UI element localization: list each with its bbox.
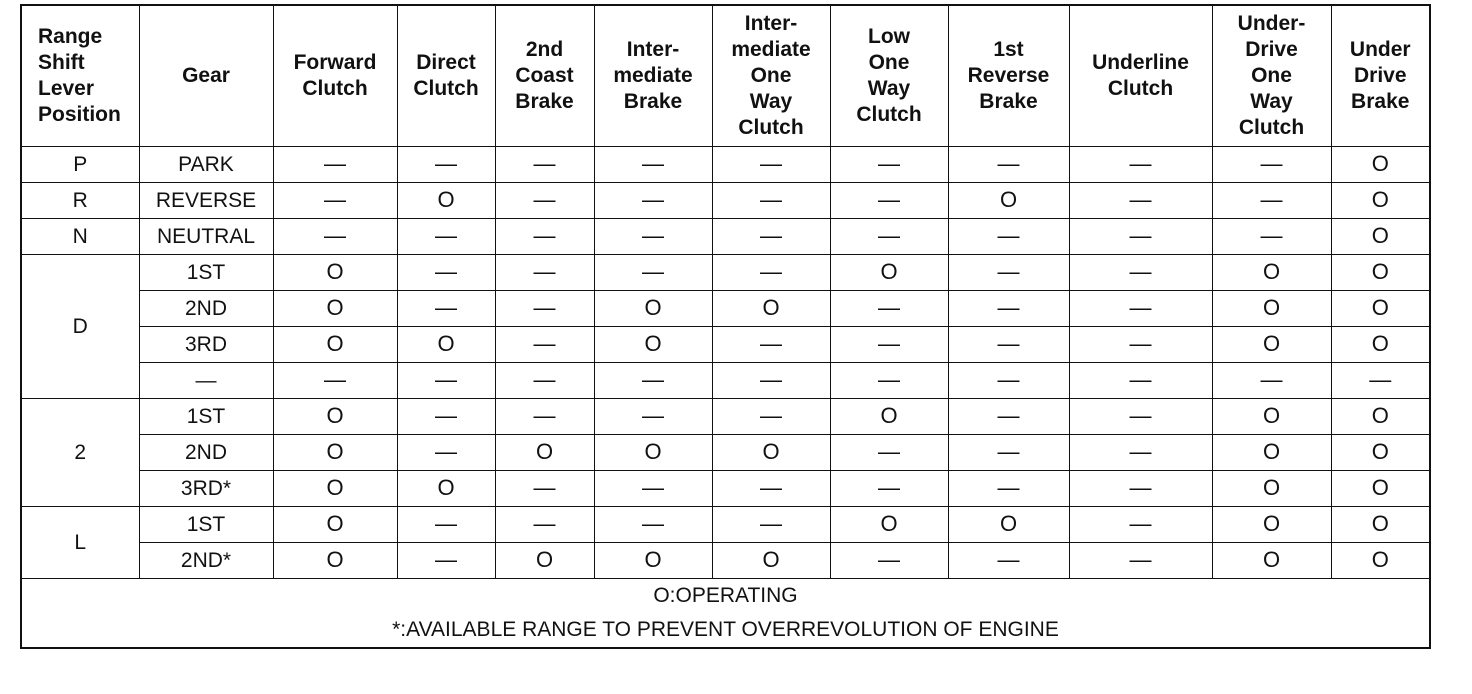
header-lever-position: Range Shift Lever Position <box>21 5 139 147</box>
element-status-cell <box>1069 255 1212 291</box>
operating-mark: O <box>1371 546 1389 572</box>
element-status-cell <box>830 363 948 399</box>
element-status-cell <box>273 399 397 435</box>
table-row <box>21 399 1430 435</box>
operating-mark: O <box>1371 438 1389 464</box>
header-intermediate-one-way-clutch: Inter- mediate One Way Clutch <box>712 5 830 147</box>
element-status-cell <box>830 507 948 543</box>
element-status-cell <box>594 471 712 507</box>
element-status-cell <box>1212 471 1331 507</box>
table-row <box>21 255 1430 291</box>
operating-mark: O <box>1262 258 1281 284</box>
element-status-cell <box>712 219 830 255</box>
not-operating-mark: — <box>642 150 664 176</box>
element-status-cell <box>273 255 397 291</box>
not-operating-mark: — <box>1260 186 1283 212</box>
operating-mark: O <box>437 330 455 356</box>
lever-position-cell: N <box>21 219 139 255</box>
not-operating-mark: — <box>760 474 782 500</box>
header-underline-clutch: Underline Clutch <box>1069 5 1212 147</box>
operating-mark: O <box>644 438 662 464</box>
element-status-cell <box>495 507 594 543</box>
gear-cell: 3RD <box>139 327 273 363</box>
element-status-cell <box>1069 507 1212 543</box>
element-status-cell <box>948 543 1069 579</box>
element-status-cell <box>1212 255 1331 291</box>
lever-position-cell: P <box>21 147 139 183</box>
not-operating-mark: — <box>878 330 900 356</box>
element-status-cell <box>594 543 712 579</box>
element-status-cell <box>495 219 594 255</box>
not-operating-mark: — <box>324 186 346 212</box>
gear-cell: 1ST <box>139 255 273 291</box>
not-operating-mark: — <box>1260 150 1283 176</box>
not-operating-mark: — <box>642 222 664 248</box>
not-operating-mark: — <box>533 186 556 212</box>
operating-mark: O <box>1371 186 1389 212</box>
element-status-cell <box>1212 291 1331 327</box>
not-operating-mark: — <box>760 330 782 356</box>
gear-cell: — <box>139 363 273 399</box>
operating-mark: O <box>326 510 344 536</box>
element-status-cell <box>1069 147 1212 183</box>
element-status-cell <box>1331 471 1430 507</box>
notes-row <box>21 579 1430 649</box>
gear-cell: 1ST <box>139 399 273 435</box>
not-operating-mark: — <box>878 546 900 572</box>
not-operating-mark: — <box>1129 186 1152 212</box>
header-forward-clutch: Forward Clutch <box>273 5 397 147</box>
not-operating-mark: — <box>533 150 556 176</box>
operating-mark: O <box>1371 294 1389 320</box>
header-low-one-way-clutch: Low One Way Clutch <box>830 5 948 147</box>
element-status-cell <box>948 147 1069 183</box>
element-status-cell <box>948 363 1069 399</box>
not-operating-mark: — <box>533 510 556 536</box>
element-status-cell <box>1069 363 1212 399</box>
gear-cell: REVERSE <box>139 183 273 219</box>
element-status-cell <box>830 183 948 219</box>
not-operating-mark: — <box>435 546 457 572</box>
element-status-cell <box>273 507 397 543</box>
element-status-cell <box>1331 435 1430 471</box>
operating-mark: O <box>762 438 780 464</box>
not-operating-mark: — <box>760 186 782 212</box>
element-status-cell <box>712 399 830 435</box>
gear-cell: 3RD* <box>139 471 273 507</box>
element-status-cell <box>712 363 830 399</box>
header-under-drive-brake: Under Drive Brake <box>1331 5 1430 147</box>
element-status-cell <box>948 327 1069 363</box>
element-status-cell <box>1069 399 1212 435</box>
element-status-cell <box>495 255 594 291</box>
not-operating-mark: — <box>533 402 556 428</box>
operating-mark: O <box>1262 510 1281 536</box>
lever-position-cell: R <box>21 183 139 219</box>
element-status-cell <box>594 327 712 363</box>
not-operating-mark: — <box>1129 510 1152 536</box>
not-operating-mark: — <box>878 186 900 212</box>
element-status-cell <box>948 435 1069 471</box>
not-operating-mark: — <box>878 150 900 176</box>
operating-mark: O <box>1262 402 1281 428</box>
not-operating-mark: — <box>533 222 556 248</box>
element-status-cell <box>397 399 495 435</box>
not-operating-mark: — <box>1129 438 1152 464</box>
not-operating-mark: — <box>642 258 664 284</box>
table-row <box>21 471 1430 507</box>
not-operating-mark: — <box>997 474 1020 500</box>
operating-mark: O <box>326 258 344 284</box>
header-row <box>21 5 1430 147</box>
not-operating-mark: — <box>533 258 556 284</box>
element-status-cell <box>594 435 712 471</box>
element-status-cell <box>830 471 948 507</box>
not-operating-mark: — <box>435 438 457 464</box>
element-status-cell <box>273 291 397 327</box>
not-operating-mark: — <box>324 366 346 392</box>
table-row <box>21 291 1430 327</box>
element-status-cell <box>1069 219 1212 255</box>
element-status-cell <box>273 471 397 507</box>
not-operating-mark: — <box>997 438 1020 464</box>
not-operating-mark: — <box>760 222 782 248</box>
not-operating-mark: — <box>1129 150 1152 176</box>
gear-cell: NEUTRAL <box>139 219 273 255</box>
element-status-cell <box>1069 327 1212 363</box>
element-status-cell <box>712 327 830 363</box>
not-operating-mark: — <box>878 222 900 248</box>
not-operating-mark: — <box>760 258 782 284</box>
header-direct-clutch: Direct Clutch <box>397 5 495 147</box>
not-operating-mark: — <box>1129 546 1152 572</box>
not-operating-mark: — <box>760 366 782 392</box>
operating-mark: O <box>1371 330 1389 356</box>
not-operating-mark: — <box>997 294 1020 320</box>
element-status-cell <box>273 363 397 399</box>
chart-header <box>21 5 1430 147</box>
lever-position-cell: L <box>21 507 139 579</box>
element-status-cell <box>948 291 1069 327</box>
element-status-cell <box>712 183 830 219</box>
operating-mark: O <box>437 474 455 500</box>
element-status-cell <box>1212 543 1331 579</box>
table-row <box>21 507 1430 543</box>
operating-mark: O <box>644 330 662 356</box>
not-operating-mark: — <box>997 330 1020 356</box>
element-status-cell <box>397 147 495 183</box>
operating-mark: O <box>326 546 344 572</box>
element-status-cell <box>495 543 594 579</box>
not-operating-mark: — <box>435 222 457 248</box>
element-status-cell <box>397 507 495 543</box>
not-operating-mark: — <box>435 258 457 284</box>
not-operating-mark: — <box>878 366 900 392</box>
not-operating-mark: — <box>642 366 664 392</box>
element-status-cell <box>948 255 1069 291</box>
element-status-cell <box>1331 363 1430 399</box>
element-status-cell <box>495 471 594 507</box>
table-row <box>21 183 1430 219</box>
operating-mark: O <box>1371 150 1389 176</box>
element-status-cell <box>1331 507 1430 543</box>
operating-mark: O <box>999 510 1018 536</box>
element-status-cell <box>594 291 712 327</box>
not-operating-mark: — <box>1129 222 1152 248</box>
element-status-cell <box>948 507 1069 543</box>
element-status-cell <box>397 435 495 471</box>
element-status-cell <box>594 147 712 183</box>
operating-mark: O <box>644 294 662 320</box>
element-status-cell <box>397 327 495 363</box>
not-operating-mark: — <box>997 546 1020 572</box>
element-status-cell <box>712 291 830 327</box>
operating-mark: O <box>1371 510 1389 536</box>
operating-mark: O <box>762 546 780 572</box>
available-range-footnote: *:AVAILABLE RANGE TO PREVENT OVERREVOLUTION OF ENGINE <box>392 618 1059 641</box>
element-status-cell <box>1069 543 1212 579</box>
not-operating-mark: — <box>435 402 457 428</box>
element-status-cell <box>1212 507 1331 543</box>
element-status-cell <box>1212 363 1331 399</box>
element-status-cell <box>273 219 397 255</box>
gear-cell: 2ND* <box>139 543 273 579</box>
operating-mark: O <box>762 294 780 320</box>
operating-mark: O <box>1371 258 1389 284</box>
element-status-cell <box>273 183 397 219</box>
table-row <box>21 147 1430 183</box>
element-status-cell <box>495 147 594 183</box>
not-operating-mark: — <box>878 438 900 464</box>
element-status-cell <box>397 219 495 255</box>
not-operating-mark: — <box>760 150 782 176</box>
not-operating-mark: — <box>1369 366 1392 392</box>
element-status-cell <box>495 399 594 435</box>
element-status-cell <box>948 183 1069 219</box>
operating-mark: O <box>1262 294 1281 320</box>
not-operating-mark: — <box>435 294 457 320</box>
element-status-cell <box>830 543 948 579</box>
not-operating-mark: — <box>642 186 664 212</box>
element-status-cell <box>495 435 594 471</box>
not-operating-mark: — <box>1129 474 1152 500</box>
element-status-cell <box>830 147 948 183</box>
operating-mark: O <box>326 402 344 428</box>
operating-mark: O <box>437 186 455 212</box>
element-status-cell <box>712 147 830 183</box>
not-operating-mark: — <box>533 294 556 320</box>
not-operating-mark: — <box>997 402 1020 428</box>
not-operating-mark: — <box>997 366 1020 392</box>
operating-mark: O <box>1371 222 1389 248</box>
not-operating-mark: — <box>997 222 1020 248</box>
element-status-cell <box>273 327 397 363</box>
element-status-cell <box>712 543 830 579</box>
not-operating-mark: — <box>533 330 556 356</box>
element-status-cell <box>1212 327 1331 363</box>
not-operating-mark: — <box>997 150 1020 176</box>
operating-mark: O <box>535 546 554 572</box>
operating-mark: O <box>1262 474 1281 500</box>
operating-mark: O <box>999 186 1018 212</box>
not-operating-mark: — <box>878 474 900 500</box>
element-status-cell <box>830 399 948 435</box>
element-status-cell <box>712 471 830 507</box>
header-1st-reverse-brake: 1st Reverse Brake <box>948 5 1069 147</box>
gear-cell: 2ND <box>139 291 273 327</box>
not-operating-mark: — <box>1260 366 1283 392</box>
operating-mark: O <box>880 510 898 536</box>
table-row <box>21 327 1430 363</box>
operating-mark: O <box>1262 438 1281 464</box>
operating-mark: O <box>644 546 662 572</box>
element-status-cell <box>948 219 1069 255</box>
legend-cell <box>21 579 1430 649</box>
operating-mark: O <box>326 438 344 464</box>
element-status-cell <box>1331 219 1430 255</box>
table-row <box>21 363 1430 399</box>
element-status-cell <box>495 327 594 363</box>
element-status-cell <box>495 363 594 399</box>
element-status-cell <box>1212 399 1331 435</box>
not-operating-mark: — <box>997 258 1020 284</box>
element-status-cell <box>1212 219 1331 255</box>
element-status-cell <box>594 219 712 255</box>
gear-cell: 2ND <box>139 435 273 471</box>
not-operating-mark: — <box>760 510 782 536</box>
element-status-cell <box>830 435 948 471</box>
gear-cell: PARK <box>139 147 273 183</box>
gear-cell: 1ST <box>139 507 273 543</box>
element-status-cell <box>273 543 397 579</box>
element-status-cell <box>1069 291 1212 327</box>
element-status-cell <box>1212 435 1331 471</box>
operating-mark: O <box>1262 330 1281 356</box>
element-status-cell <box>1331 183 1430 219</box>
element-status-cell <box>1331 543 1430 579</box>
element-status-cell <box>830 255 948 291</box>
header-gear: Gear <box>139 5 273 147</box>
element-status-cell <box>1331 147 1430 183</box>
not-operating-mark: — <box>642 474 664 500</box>
operating-mark: O <box>1371 474 1389 500</box>
not-operating-mark: — <box>435 366 457 392</box>
clutch-application-chart <box>20 4 1431 649</box>
operating-mark: O <box>880 258 898 284</box>
not-operating-mark: — <box>760 402 782 428</box>
element-status-cell <box>495 291 594 327</box>
not-operating-mark: — <box>642 402 664 428</box>
element-status-cell <box>1331 399 1430 435</box>
operating-mark: O <box>1371 402 1389 428</box>
not-operating-mark: — <box>1129 366 1152 392</box>
not-operating-mark: — <box>324 150 346 176</box>
element-status-cell <box>397 183 495 219</box>
element-status-cell <box>397 471 495 507</box>
element-status-cell <box>948 471 1069 507</box>
chart-body <box>21 147 1430 649</box>
not-operating-mark: — <box>1129 330 1152 356</box>
operating-mark: O <box>326 474 344 500</box>
element-status-cell <box>1069 471 1212 507</box>
element-status-cell <box>273 435 397 471</box>
not-operating-mark: — <box>1260 222 1283 248</box>
not-operating-mark: — <box>533 474 556 500</box>
operating-mark: O <box>326 294 344 320</box>
not-operating-mark: — <box>435 510 457 536</box>
not-operating-mark: — <box>1129 258 1152 284</box>
element-status-cell <box>712 255 830 291</box>
element-status-cell <box>830 219 948 255</box>
table-row <box>21 435 1430 471</box>
element-status-cell <box>594 507 712 543</box>
element-status-cell <box>397 291 495 327</box>
element-status-cell <box>830 327 948 363</box>
element-status-cell <box>1212 183 1331 219</box>
element-status-cell <box>397 543 495 579</box>
header-under-drive-one-way-clutch: Under- Drive One Way Clutch <box>1212 5 1331 147</box>
element-status-cell <box>594 399 712 435</box>
element-status-cell <box>1331 327 1430 363</box>
not-operating-mark: — <box>324 222 346 248</box>
element-status-cell <box>273 147 397 183</box>
element-status-cell <box>495 183 594 219</box>
operating-mark: O <box>326 330 344 356</box>
header-intermediate-brake: Inter- mediate Brake <box>594 5 712 147</box>
element-status-cell <box>397 255 495 291</box>
operating-mark: O <box>535 438 554 464</box>
element-status-cell <box>1069 435 1212 471</box>
lever-position-cell: 2 <box>21 399 139 507</box>
operating-mark: O <box>880 402 898 428</box>
element-status-cell <box>1069 183 1212 219</box>
operating-legend: O:OPERATING <box>653 584 798 607</box>
lever-position-cell: D <box>21 255 139 399</box>
not-operating-mark: — <box>435 150 457 176</box>
element-status-cell <box>830 291 948 327</box>
element-status-cell <box>594 183 712 219</box>
table-row <box>21 219 1430 255</box>
not-operating-mark: — <box>533 366 556 392</box>
not-operating-mark: — <box>1129 294 1152 320</box>
not-operating-mark: — <box>878 294 900 320</box>
not-operating-mark: — <box>1129 402 1152 428</box>
element-status-cell <box>712 507 830 543</box>
operating-mark: O <box>1262 546 1281 572</box>
header-2nd-coast-brake: 2nd Coast Brake <box>495 5 594 147</box>
element-status-cell <box>594 363 712 399</box>
element-status-cell <box>1331 291 1430 327</box>
not-operating-mark: — <box>642 510 664 536</box>
element-status-cell <box>1331 255 1430 291</box>
element-status-cell <box>397 363 495 399</box>
element-status-cell <box>594 255 712 291</box>
table-row <box>21 543 1430 579</box>
element-status-cell <box>948 399 1069 435</box>
element-status-cell <box>1212 147 1331 183</box>
element-status-cell <box>712 435 830 471</box>
